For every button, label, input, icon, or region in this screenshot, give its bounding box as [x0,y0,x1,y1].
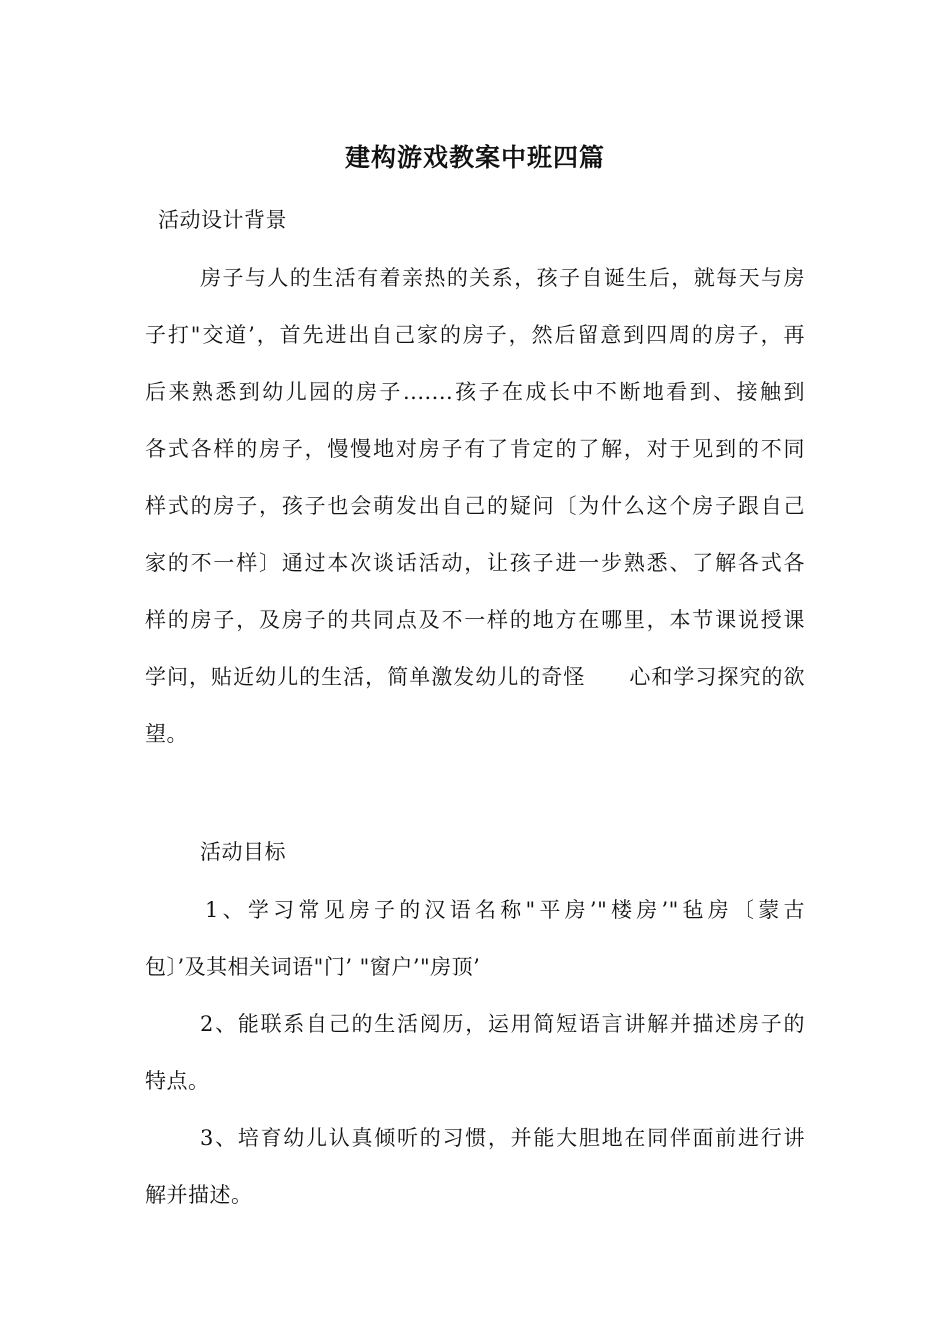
paragraph-line: 望。 [145,722,188,746]
paragraph-line: 学问，贴近幼儿的生活，简单激发幼儿的奇怪 心和学习探究的欲 [145,665,805,689]
goal-line: 特点。 [145,1069,210,1093]
goal-line: 3、培育幼儿认真倾听的习惯，并能大胆地在同伴面前进行讲 [200,1126,805,1150]
paragraph-line: 子打"交道’，首先进出自己家的房子，然后留意到四周的房子，再 [145,323,805,347]
goal-line: 解并描述。 [145,1183,253,1207]
paragraph-line: 后来熟悉到幼儿园的房子.......孩子在成长中不断地看到、接触到 [145,380,805,404]
paragraph-line: 房子与人的生活有着亲热的关系，孩子自诞生后，就每天与房 [200,266,805,290]
section-heading-goals: 活动目标 [200,840,286,864]
paragraph-line: 各式各样的房子，慢慢地对房子有了肯定的了解，对于见到的不同 [145,437,805,461]
paragraph-line: 样式的房子，孩子也会萌发出自己的疑问〔为什么这个房子跟自己 [145,494,805,518]
goal-line: 1、学习常见房子的汉语名称"平房’"楼房’"毡房〔蒙古 [205,898,805,922]
paragraph-line: 样的房子，及房子的共同点及不一样的地方在哪里，本节课说授课 [145,608,805,632]
section-heading-background: 活动设计背景 [158,208,287,232]
goal-line: 包〕’及其相关词语"门’ "窗户’"房顶’ [145,955,481,979]
goal-line: 2、能联系自己的生活阅历，运用简短语言讲解并描述房子的 [200,1012,805,1036]
paragraph-line: 家的不一样〕通过本次谈话活动，让孩子进一步熟悉、了解各式各 [145,551,805,575]
document-title: 建构游戏教案中班四篇 [344,143,605,172]
